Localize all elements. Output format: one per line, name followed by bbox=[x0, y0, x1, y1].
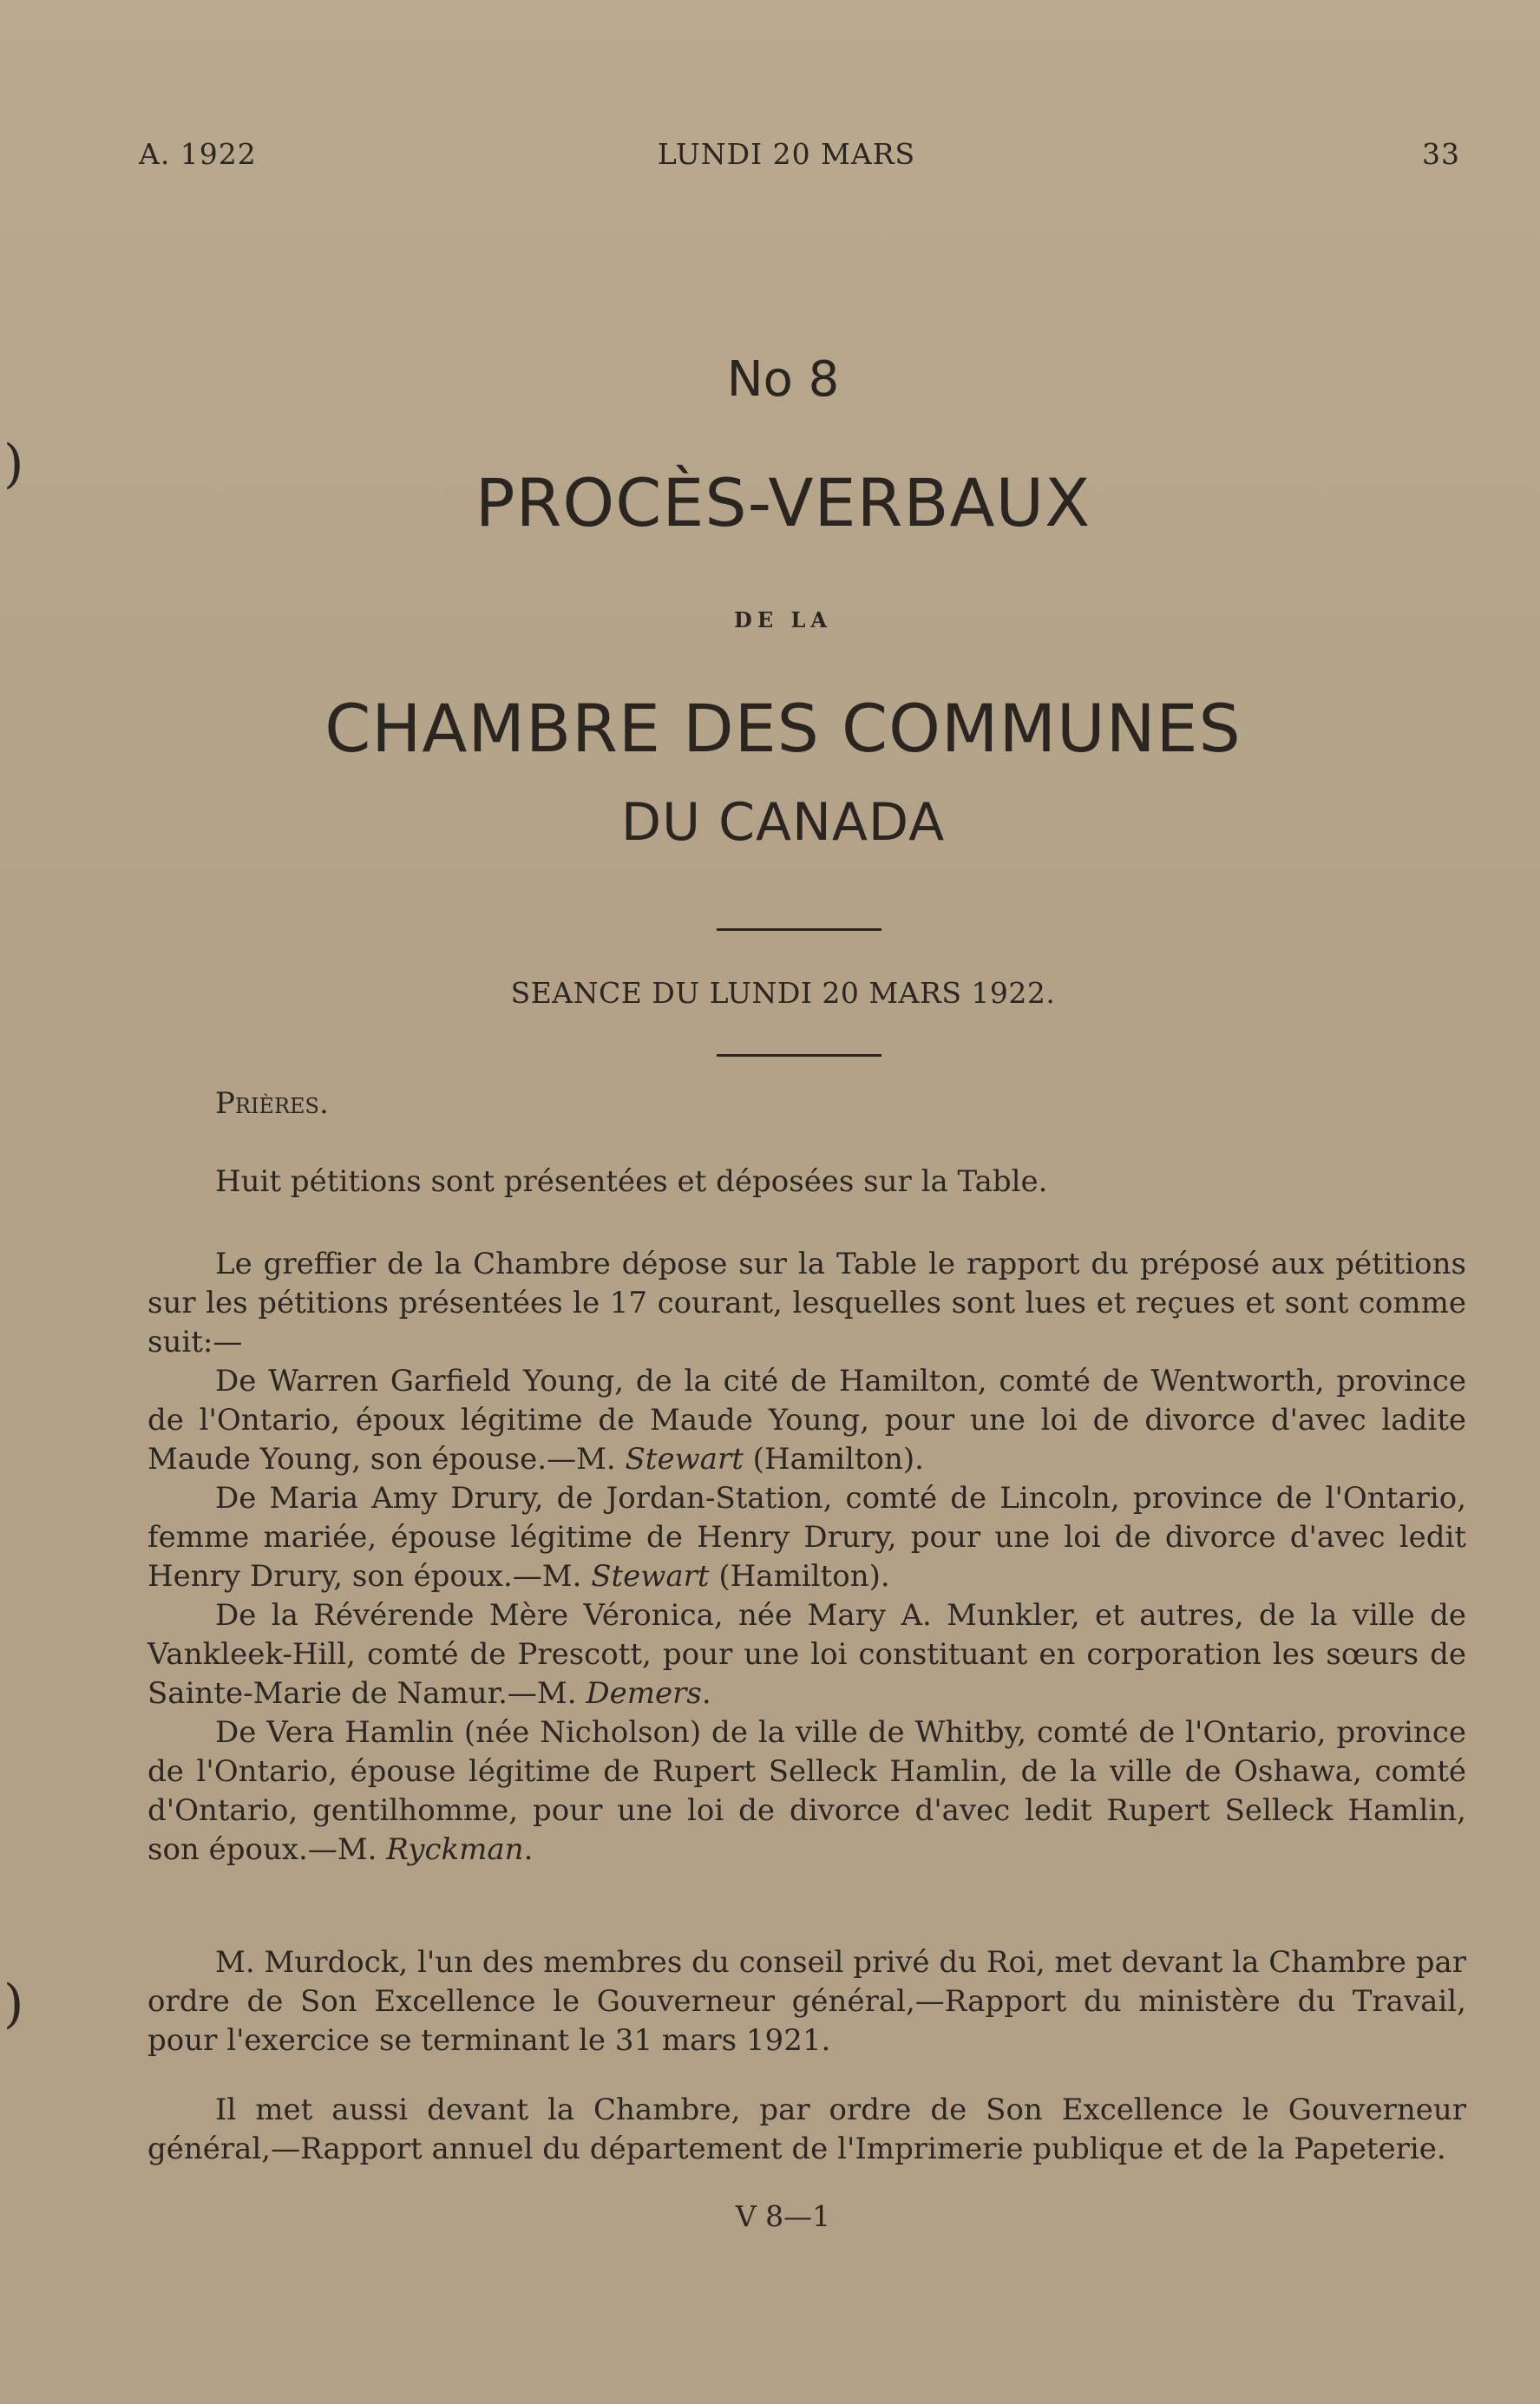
murdock-report-text: M. Murdock, l'un des membres du conseil privé du Roi, met devant la Chambre par ordre de Son Excellence le Gouverneur général,—Rapport du ministère du Travail, pour l'exercice se terminant le 31 mars 1921. bbox=[147, 1945, 1466, 2058]
petition-member: Stewart bbox=[591, 1559, 710, 1594]
petition-member: Ryckman bbox=[386, 1832, 524, 1867]
page-number: 33 bbox=[1422, 137, 1460, 171]
petition-text: De Vera Hamlin (née Nicholson) de la ville de Whitby, comté de l'Ontario, province de l'Ontario, épouse légitime de Rupert Selleck Hamlin, de la ville de Oshawa, comté d'Ontario, gentilhomme, pour une loi de divorce d'avec ledit Rupert Selleck Hamlin, son époux.—M. bbox=[147, 1715, 1466, 1867]
prayers-text: Prières. bbox=[215, 1086, 329, 1121]
petition-item bbox=[147, 1362, 1466, 1479]
title-connector: DE LA bbox=[734, 607, 832, 632]
sitting-heading: SEANCE DU LUNDI 20 MARS 1922. bbox=[510, 976, 1056, 1010]
prayers-heading bbox=[147, 1084, 1466, 1123]
divider-top bbox=[717, 928, 881, 931]
institution-country: DU CANADA bbox=[620, 792, 946, 853]
clerk-report bbox=[147, 1245, 1466, 1870]
clerk-report-intro: Le greffier de la Chambre dépose sur la Table le rapport du préposé aux pétitions sur les pétitions présentées le 17 courant, lesquelles sont lues et reçues et sont comme suit:— bbox=[147, 1247, 1466, 1359]
petition-item bbox=[147, 1713, 1466, 1870]
petition-suffix: . bbox=[523, 1832, 534, 1867]
petitions-presented bbox=[147, 1163, 1466, 1202]
petitions-presented-text: Huit pétitions sont présentées et déposées sur la Table. bbox=[215, 1164, 1048, 1199]
binding-hole-mark: ) bbox=[3, 434, 24, 495]
running-head-year: A. 1922 bbox=[139, 137, 257, 171]
petition-item bbox=[147, 1479, 1466, 1596]
institution-name: CHAMBRE DES COMMUNES bbox=[324, 690, 1242, 767]
running-head-date: LUNDI 20 MARS bbox=[657, 137, 916, 171]
signature-mark: V 8—1 bbox=[735, 2199, 831, 2233]
murdock-report bbox=[147, 1943, 1466, 2060]
petition-member: Stewart bbox=[625, 1442, 744, 1477]
petition-item bbox=[147, 1596, 1466, 1713]
petition-suffix: (Hamilton). bbox=[709, 1559, 890, 1594]
divider-bottom bbox=[717, 1054, 881, 1057]
petition-member: Demers bbox=[586, 1676, 702, 1711]
running-head bbox=[139, 137, 1460, 172]
petition-text: De Maria Amy Drury, de Jordan-Station, comté de Lincoln, province de l'Ontario, femme mariée, épouse légitime de Henry Drury, pour une loi de divorce d'avec ledit Henry Drury, son époux.—M. bbox=[147, 1481, 1466, 1594]
binding-hole-mark: ) bbox=[3, 1974, 24, 2034]
petition-suffix: (Hamilton). bbox=[743, 1442, 924, 1477]
printing-report bbox=[147, 2091, 1466, 2169]
printing-report-text: Il met aussi devant la Chambre, par ordre de Son Excellence le Gouverneur général,—Rapport annuel du département de l'Imprimerie publique et de la Papeterie. bbox=[147, 2093, 1466, 2166]
issue-number: No 8 bbox=[726, 351, 840, 408]
petition-text: De Warren Garfield Young, de la cité de Hamilton, comté de Wentworth, province de l'Ontario, époux légitime de Maude Young, pour une loi de divorce d'avec ladite Maude Young, son épouse.—M. bbox=[147, 1364, 1466, 1477]
petition-text: De la Révérende Mère Véronica, née Mary A. Munkler, et autres, de la ville de Vankleek-Hill, comté de Prescott, pour une loi constituant en corporation les sœurs de Sainte-Marie de Namur.—M. bbox=[147, 1598, 1466, 1711]
petition-suffix: . bbox=[701, 1676, 711, 1711]
page-title: PROCÈS-VERBAUX bbox=[475, 464, 1091, 541]
